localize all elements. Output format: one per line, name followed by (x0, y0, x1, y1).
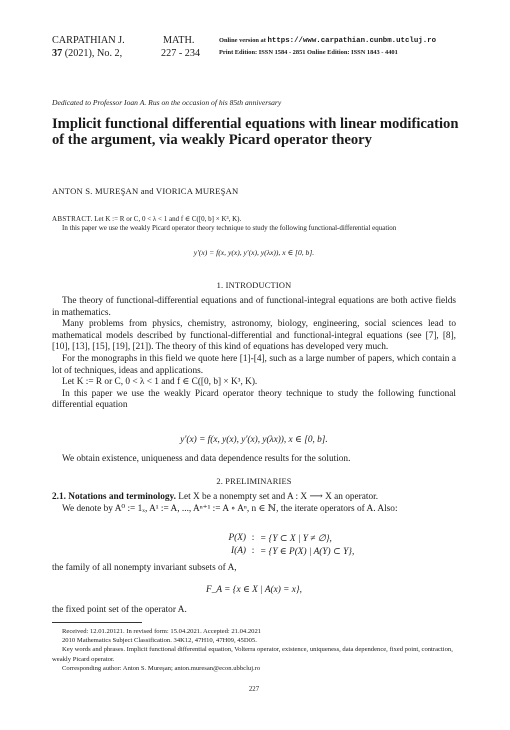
online-url-link[interactable]: https://www.carpathian.cunbm.utcluj.ro (267, 37, 437, 45)
authors: ANTON S. MUREŞAN and VIORICA MUREŞAN (52, 186, 239, 196)
footnote-rule (52, 622, 142, 623)
abstract-text-1: Let K := R or C, 0 < λ < 1 and f ∈ C([0, b] × K³, K). (94, 215, 242, 223)
section-heading-introduction: 1. INTRODUCTION (216, 281, 292, 290)
section1-equation: y′(x) = f(x, y(x), y′(x), y(λx)), x ∈ [0, b]. (180, 435, 328, 445)
abstract-label: ABSTRACT. (52, 215, 93, 223)
eq-colon: : (251, 546, 255, 556)
equation-row (198, 533, 398, 546)
section2-body-b (52, 563, 456, 575)
paragraph: Many problems from physics, chemistry, astronomy, biology, engineering, social sciences lead to mathematical models described by functional-differential and functional-integral equations (see [7], [8], [10], [13], [15], [19], [21]). The theory of this kind of equations has developed very much. (52, 319, 456, 353)
paragraph: Let K := R or C, 0 < λ < 1 and f ∈ C([0, b] × K³, K). (62, 377, 258, 388)
abstract-text-2: In this paper we use the weakly Picard operator theory technique to study the following functional-differential equation (62, 224, 397, 233)
eq-lhs: P(X) (228, 533, 246, 543)
dedication: Dedicated to Professor Ioan A. Rus on the occasion of his 85th anniversary (52, 98, 282, 107)
eq-colon: : (251, 533, 255, 543)
footnote-keywords: Key words and phrases. Implicit functional differential equation, Volterra operator, existence, uniqueness, data dependence, fixed point, contraction, weakly Picard operator. (52, 646, 453, 663)
paragraph: In this paper we use the weakly Picard operator theory technique to study the following functional differential equation (52, 388, 456, 411)
abstract-equation: y′(x) = f(x, y(x), y′(x), y(λx)), x ∈ [0, b]. (193, 248, 315, 257)
footnotes (52, 627, 456, 673)
paragraph: For the monographs in this field we quote here [1]-[4], such as a large number of papers, which contain a lot of techniques, ideas and applications. (52, 353, 456, 376)
paragraph: The theory of functional-differential equations and of functional-integral equations are both active fields in mathematics. (52, 296, 456, 318)
eq-rhs: = {Y ⊂ X | Y ≠ ∅}, (260, 534, 332, 544)
journal-name-line2: MATH. (163, 35, 195, 46)
abstract (52, 215, 456, 234)
eq-rhs: = {Y ∈ P(X) | A(Y) ⊂ Y}, (260, 547, 355, 557)
section2-body-c (52, 605, 456, 617)
paragraph: the fixed point set of the operator A. (52, 605, 187, 615)
journal-volume (52, 47, 122, 60)
paragraph: the family of all nonempty invariant subsets of A, (52, 563, 237, 573)
equation-row (198, 546, 398, 559)
footnote-received: Received: 12.01.20121. In revised form: 15.04.2021. Accepted: 21.04.2021 (62, 628, 262, 635)
subsection-text: Let X be a nonempty set and A : X ⟶ X an operator. (178, 492, 379, 502)
journal-name-line1: CARPATHIAN J. (52, 35, 125, 46)
section1-body-a (52, 296, 456, 412)
subsection-heading: 2.1. Notations and terminology. (52, 492, 176, 502)
section2-body-a (52, 492, 456, 515)
section1-body-b (52, 454, 456, 466)
fixed-point-equation: F_A = {x ∈ X | A(x) = x}, (206, 585, 302, 595)
footnote-corresponding: Corresponding author: Anton S. Mureşan; anton.muresan@econ.ubbcluj.ro (62, 664, 261, 672)
subsection-paragraph (52, 492, 456, 504)
paragraph: We obtain existence, uniqueness and data dependence results for the solution. (62, 454, 351, 464)
abstract-line1 (52, 215, 456, 224)
eq-lhs: I(A) (231, 546, 246, 556)
paper-title: Implicit functional differential equations with linear modification of the argument, via weakly Picard operator theory (52, 116, 459, 148)
volume-year-issue: (2021), No. 2, (64, 48, 123, 59)
online-label: Online version at (219, 37, 266, 44)
footnote-msc: 2010 Mathematics Subject Classification. 34K12, 47H10, 47H09, 45D05. (62, 637, 257, 645)
journal-pages: 227 - 234 (161, 48, 201, 59)
section-heading-preliminaries: 2. PRELIMINARIES (216, 477, 292, 486)
volume-number: 37 (52, 48, 63, 59)
online-version (219, 36, 436, 46)
paragraph: We denote by A⁰ := 1ₓ, A¹ := A, ..., Aⁿ⁺¹ := A ∘ Aⁿ, n ∈ ℕ, the iterate operators of A. Also: (62, 503, 398, 514)
page-number: 227 (248, 686, 260, 693)
issn-line: Print Edition: ISSN 1584 - 2851 Online Edition: ISSN 1843 - 4401 (219, 49, 398, 56)
equation-set-definitions (198, 533, 398, 559)
